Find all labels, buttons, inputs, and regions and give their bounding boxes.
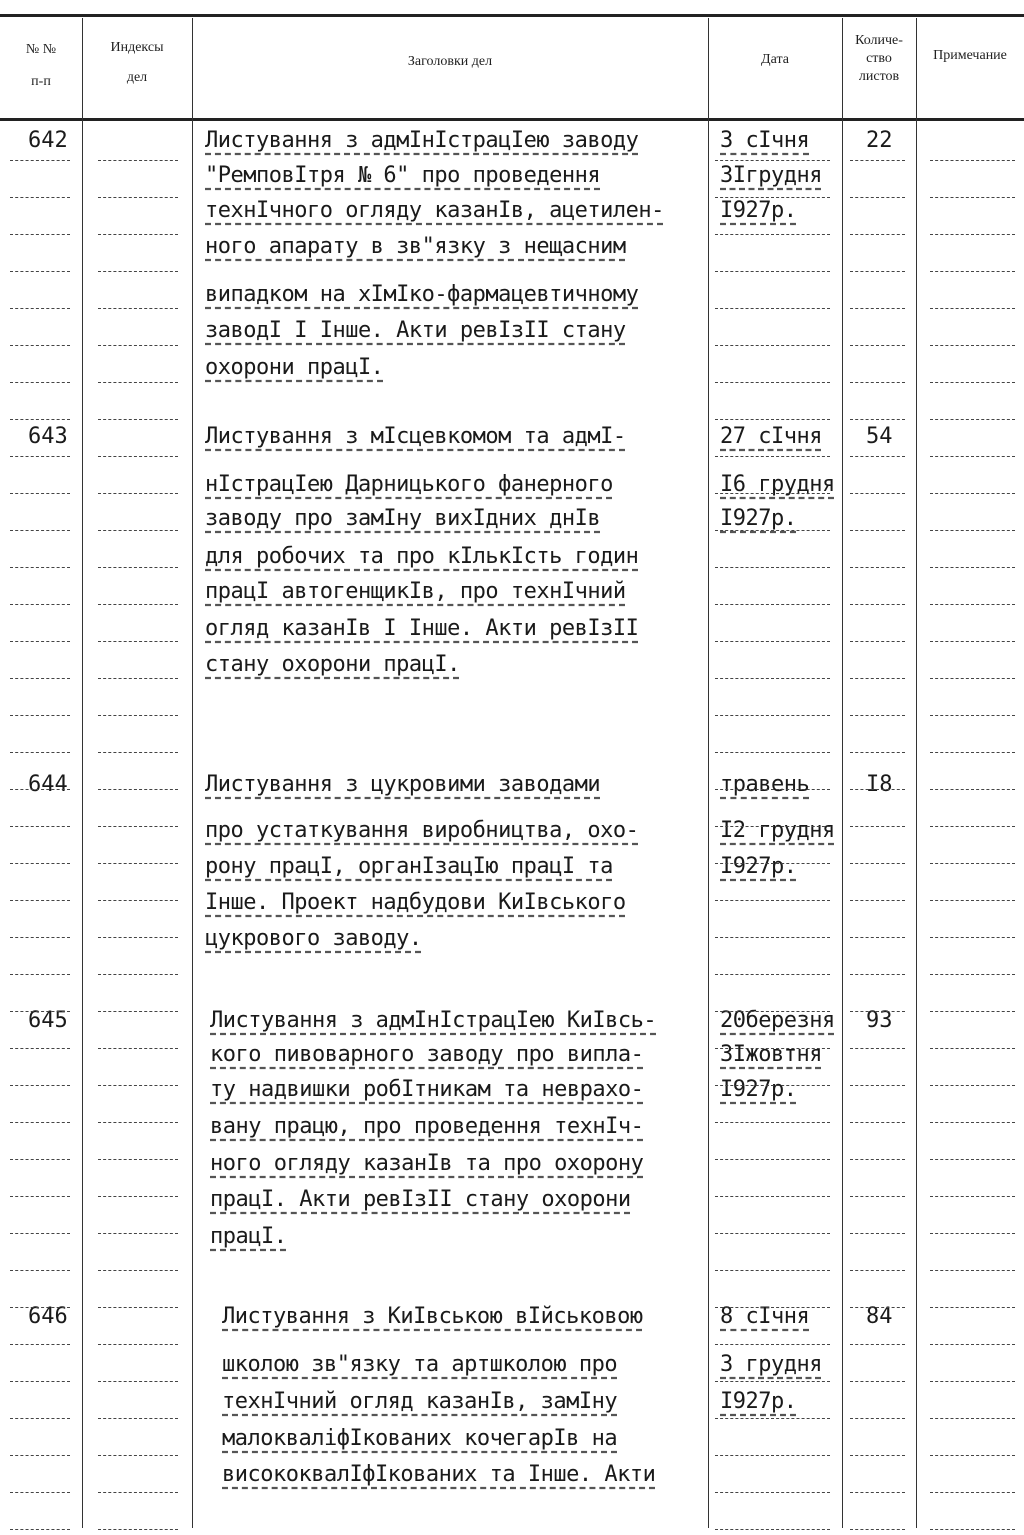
ruled-line <box>10 604 70 606</box>
record-sheet-count: І8 <box>866 772 893 797</box>
ruled-line <box>930 382 1015 384</box>
ruled-line <box>98 1122 178 1124</box>
ruled-line <box>98 197 178 199</box>
ruled-line <box>850 530 905 532</box>
ruled-line <box>930 1159 1015 1161</box>
ruled-line <box>715 567 830 569</box>
ruled-line <box>98 419 178 421</box>
ruled-line <box>715 456 830 458</box>
ruled-line <box>98 1048 178 1050</box>
ruled-line <box>98 974 178 976</box>
ruled-line <box>98 1270 178 1272</box>
ruled-line <box>930 1381 1015 1383</box>
ruled-line <box>98 345 178 347</box>
ruled-line <box>930 160 1015 162</box>
ruled-line <box>715 1159 830 1161</box>
ruled-line <box>98 678 178 680</box>
header-note: Примечание <box>933 48 1007 63</box>
record-sheet-count: 84 <box>866 1304 893 1329</box>
ruled-line <box>10 1455 70 1457</box>
ruled-line <box>715 345 830 347</box>
top-rule <box>0 14 1024 17</box>
ruled-line <box>10 1159 70 1161</box>
record-title-line: рону працІ, органІзацІю працІ та <box>205 854 613 879</box>
ruled-line <box>930 863 1015 865</box>
ruled-line <box>930 308 1015 310</box>
ruled-line <box>930 1048 1015 1050</box>
ruled-line <box>715 1122 830 1124</box>
col-divider <box>708 18 709 1528</box>
ruled-line <box>850 1418 905 1420</box>
record-title-line: нІстрацІею Дарницького фанерного <box>205 472 613 497</box>
record-number: 645 <box>28 1008 68 1033</box>
ruled-line <box>98 900 178 902</box>
record-title-line: охорони працІ. <box>205 355 384 380</box>
record-title-line: ного огляду казанІв та про охорону <box>210 1151 644 1176</box>
ruled-line <box>10 974 70 976</box>
header-number-label: № № <box>25 42 57 57</box>
record-title-line: Листування з адмІнІстрацІею заводу <box>205 128 639 153</box>
ruled-line <box>10 1122 70 1124</box>
ruled-line <box>850 1196 905 1198</box>
record-title-line: Інше. Проект надбудови КиІвського <box>205 890 626 915</box>
ruled-line <box>98 1159 178 1161</box>
ruled-line <box>850 1455 905 1457</box>
ruled-line <box>930 345 1015 347</box>
ruled-line <box>10 271 70 273</box>
ruled-line <box>98 1344 178 1346</box>
ruled-line <box>10 1418 70 1420</box>
ruled-line <box>10 752 70 754</box>
ruled-line <box>930 641 1015 643</box>
ruled-line <box>10 234 70 236</box>
ruled-line <box>10 937 70 939</box>
ruled-line <box>930 715 1015 717</box>
ruled-line <box>715 1418 830 1420</box>
record-title-line: заводІ І Інше. Акти ревІзІІ стану <box>205 318 626 343</box>
record-title-line: працІ автогенщикІв, про технІчний <box>205 579 626 604</box>
ruled-line <box>98 308 178 310</box>
ruled-line <box>98 456 178 458</box>
ruled-line <box>715 160 830 162</box>
ruled-line <box>930 530 1015 532</box>
ruled-line <box>850 863 905 865</box>
ruled-line <box>98 715 178 717</box>
ruled-line <box>930 752 1015 754</box>
ruled-line <box>10 1048 70 1050</box>
record-number: 642 <box>28 128 68 153</box>
ruled-line <box>715 789 830 791</box>
ruled-line <box>98 160 178 162</box>
ruled-line <box>930 678 1015 680</box>
ruled-line <box>98 530 178 532</box>
ruled-line <box>98 1381 178 1383</box>
ruled-line <box>10 1381 70 1383</box>
ruled-line <box>930 1418 1015 1420</box>
ruled-line <box>98 1307 178 1309</box>
ruled-line <box>715 826 830 828</box>
ruled-line <box>10 1233 70 1235</box>
ruled-line <box>98 1196 178 1198</box>
ruled-line <box>850 493 905 495</box>
record-title-line: малокваліфІкованих кочегарІв на <box>222 1426 618 1451</box>
ruled-line <box>850 826 905 828</box>
record-date: І927р. <box>720 1389 797 1414</box>
ruled-line <box>850 160 905 162</box>
ruled-line <box>98 1492 178 1494</box>
header-titles: Заголовки дел <box>407 54 493 69</box>
header-index-label: дел <box>126 70 148 85</box>
ruled-line <box>10 197 70 199</box>
ruled-line <box>850 345 905 347</box>
ruled-line <box>715 863 830 865</box>
col-divider <box>916 18 917 1528</box>
record-date: 3 грудня <box>720 1352 822 1377</box>
header-date: Дата <box>761 52 789 67</box>
ruled-line <box>10 382 70 384</box>
ruled-line <box>850 1492 905 1494</box>
ruled-line <box>715 197 830 199</box>
record-date: 3 сІчня <box>720 128 810 153</box>
record-number: 644 <box>28 772 68 797</box>
ruled-line <box>10 160 70 162</box>
record-title-line: Листування з адмІнІстрацІею КиІвсь- <box>210 1008 657 1033</box>
ruled-line <box>10 863 70 865</box>
ruled-line <box>930 604 1015 606</box>
ruled-line <box>930 419 1015 421</box>
record-title-line: вану працю, про проведення технІч- <box>210 1114 644 1139</box>
ruled-line <box>715 1492 830 1494</box>
record-title-line: огляд казанІв І Інше. Акти ревІзІІ <box>205 616 639 641</box>
ruled-line <box>715 419 830 421</box>
ruled-line <box>930 234 1015 236</box>
record-date: 27 сІчня <box>720 424 822 449</box>
ruled-line <box>850 604 905 606</box>
record-title-line: працІ. Акти ревІзІІ стану охорони <box>210 1187 631 1212</box>
ruled-line <box>10 493 70 495</box>
ruled-line <box>10 1344 70 1346</box>
record-sheet-count: 22 <box>866 128 893 153</box>
record-title-line: Листування з цукровими заводами <box>205 772 601 797</box>
ruled-line <box>98 1085 178 1087</box>
ruled-line <box>930 1529 1015 1531</box>
ruled-line <box>98 863 178 865</box>
ruled-line <box>715 308 830 310</box>
header-number <box>0 40 82 92</box>
record-title-line: технІчного огляду казанІв, ацетилен- <box>205 198 664 223</box>
ruled-line <box>98 604 178 606</box>
ruled-line <box>10 1492 70 1494</box>
ruled-line <box>930 1085 1015 1087</box>
ruled-line <box>850 1122 905 1124</box>
record-title-line: заводу про замІну вихІдних днІв <box>205 506 601 531</box>
ruled-line <box>930 1011 1015 1013</box>
record-number: 646 <box>28 1304 68 1329</box>
ruled-line <box>10 1307 70 1309</box>
record-title-line: кого пивоварного заводу про випла- <box>210 1042 644 1067</box>
ruled-line <box>10 1011 70 1013</box>
record-title-line: ту надвишки робІтникам та неврахо- <box>210 1077 644 1102</box>
record-title-line: школою зв"язку та артшколою про <box>222 1352 618 1377</box>
ruled-line <box>10 308 70 310</box>
ruled-line <box>715 678 830 680</box>
ruled-line <box>930 937 1015 939</box>
ruled-line <box>850 1011 905 1013</box>
ruled-line <box>850 1159 905 1161</box>
ruled-line <box>715 715 830 717</box>
ruled-line <box>715 974 830 976</box>
ruled-line <box>850 567 905 569</box>
ruled-line <box>98 789 178 791</box>
header-index-label: Индексы <box>110 40 164 55</box>
col-divider <box>82 18 83 1528</box>
ruled-line <box>715 530 830 532</box>
ruled-line <box>10 715 70 717</box>
record-title-line: висококвалІфІкованих та Інше. Акти <box>222 1462 656 1487</box>
ruled-line <box>930 1492 1015 1494</box>
ruled-line <box>930 900 1015 902</box>
ruled-line <box>850 308 905 310</box>
ruled-line <box>850 752 905 754</box>
record-sheet-count: 93 <box>866 1008 893 1033</box>
ruled-line <box>98 567 178 569</box>
ruled-line <box>98 752 178 754</box>
record-title-line: випадком на хІмІко-фармацевтичному <box>205 282 639 307</box>
ruled-line <box>715 382 830 384</box>
record-title-line: про устаткування виробництва, охо- <box>205 818 639 843</box>
ruled-line <box>98 493 178 495</box>
record-title-line: стану охорони працІ. <box>205 652 460 677</box>
ruled-line <box>715 1381 830 1383</box>
ruled-line <box>10 1085 70 1087</box>
ruled-line <box>715 604 830 606</box>
ruled-line <box>930 271 1015 273</box>
ruled-line <box>10 456 70 458</box>
ruled-line <box>850 789 905 791</box>
record-title-line: "РемповІтря № 6" про проведення <box>205 163 601 188</box>
ruled-line <box>10 530 70 532</box>
record-title-line: ного апарату в зв"язку з нещасним <box>205 234 626 259</box>
ruled-line <box>98 234 178 236</box>
ruled-line <box>715 1344 830 1346</box>
ruled-line <box>850 456 905 458</box>
ruled-line <box>715 937 830 939</box>
ruled-line <box>715 1233 830 1235</box>
ruled-line <box>850 234 905 236</box>
ruled-line <box>10 678 70 680</box>
ruled-line <box>10 826 70 828</box>
header-rule <box>0 118 1024 121</box>
ruled-line <box>930 493 1015 495</box>
record-date: травень <box>720 772 810 797</box>
ruled-line <box>850 1048 905 1050</box>
ruled-line <box>930 1307 1015 1309</box>
record-date: І927р. <box>720 1077 797 1102</box>
record-sheet-count: 54 <box>866 424 893 449</box>
header-count <box>842 32 916 86</box>
ruled-line <box>98 1455 178 1457</box>
record-number: 643 <box>28 424 68 449</box>
col-divider <box>842 18 843 1528</box>
ruled-line <box>98 1233 178 1235</box>
col-divider <box>192 18 193 1528</box>
ruled-line <box>850 1381 905 1383</box>
record-title-line: цукрового заводу. <box>205 926 422 951</box>
ruled-line <box>98 271 178 273</box>
ruled-line <box>715 1048 830 1050</box>
ruled-line <box>850 1270 905 1272</box>
record-date: 20березня <box>720 1008 835 1033</box>
ruled-line <box>930 789 1015 791</box>
ruled-line <box>10 345 70 347</box>
ruled-line <box>930 567 1015 569</box>
ruled-line <box>10 419 70 421</box>
ruled-line <box>10 900 70 902</box>
ruled-line <box>10 641 70 643</box>
header-count-label: листов <box>858 69 900 84</box>
ruled-line <box>850 1233 905 1235</box>
ruled-line <box>715 493 830 495</box>
header-count-label: Количе- <box>855 33 903 48</box>
ruled-line <box>98 641 178 643</box>
ruled-line <box>930 826 1015 828</box>
header-number-label: п-п <box>31 74 51 89</box>
ruled-line <box>98 826 178 828</box>
record-date: І927р. <box>720 854 797 879</box>
ruled-line <box>850 271 905 273</box>
record-title-line: Листування з КиІвською вІйськовою <box>222 1304 643 1329</box>
ruled-line <box>715 1529 830 1531</box>
ruled-line <box>715 900 830 902</box>
ruled-line <box>930 1196 1015 1198</box>
record-title-line: технІчний огляд казанІв, замІну <box>222 1389 618 1414</box>
record-date: І2 грудня <box>720 818 835 843</box>
ruled-line <box>850 197 905 199</box>
ruled-line <box>850 1085 905 1087</box>
ruled-line <box>715 1085 830 1087</box>
ruled-line <box>930 197 1015 199</box>
record-date: І927р. <box>720 506 797 531</box>
ruled-line <box>930 974 1015 976</box>
record-date: 3Іжовтня <box>720 1042 822 1067</box>
ruled-line <box>715 1011 830 1013</box>
ruled-line <box>715 1455 830 1457</box>
record-date: 3Ігрудня <box>720 163 822 188</box>
ruled-line <box>10 1270 70 1272</box>
header-index <box>82 38 192 88</box>
ruled-line <box>850 937 905 939</box>
ruled-line <box>930 456 1015 458</box>
record-title-line: Листування з мІсцевкомом та адмІ- <box>205 424 626 449</box>
ruled-line <box>98 1418 178 1420</box>
ruled-line <box>10 789 70 791</box>
ruled-line <box>850 715 905 717</box>
ruled-line <box>850 900 905 902</box>
record-title-line: для робочих та про кІлькІсть годин <box>205 544 639 569</box>
ruled-line <box>715 752 830 754</box>
ruled-line <box>715 1196 830 1198</box>
ruled-line <box>930 1233 1015 1235</box>
ruled-line <box>715 641 830 643</box>
ruled-line <box>850 641 905 643</box>
ruled-line <box>850 1307 905 1309</box>
ruled-line <box>98 382 178 384</box>
ruled-line <box>715 1307 830 1309</box>
ruled-line <box>10 1529 70 1531</box>
ruled-line <box>715 1270 830 1272</box>
ruled-line <box>930 1455 1015 1457</box>
ruled-line <box>715 271 830 273</box>
ruled-line <box>930 1270 1015 1272</box>
ruled-line <box>10 1196 70 1198</box>
ruled-line <box>850 974 905 976</box>
ruled-line <box>98 1011 178 1013</box>
ruled-line <box>10 567 70 569</box>
record-date: І6 грудня <box>720 472 835 497</box>
record-date: 8 сІчня <box>720 1304 810 1329</box>
ruled-line <box>850 1529 905 1531</box>
ruled-line <box>98 937 178 939</box>
ruled-line <box>850 419 905 421</box>
ruled-line <box>98 1529 178 1531</box>
record-title-line: працІ. <box>210 1224 287 1249</box>
ruled-line <box>850 382 905 384</box>
ruled-line <box>850 678 905 680</box>
header-count-label: ство <box>866 51 892 66</box>
ruled-line <box>930 1344 1015 1346</box>
ruled-line <box>850 1344 905 1346</box>
record-date: І927р. <box>720 198 797 223</box>
ruled-line <box>930 1122 1015 1124</box>
ruled-line <box>715 234 830 236</box>
